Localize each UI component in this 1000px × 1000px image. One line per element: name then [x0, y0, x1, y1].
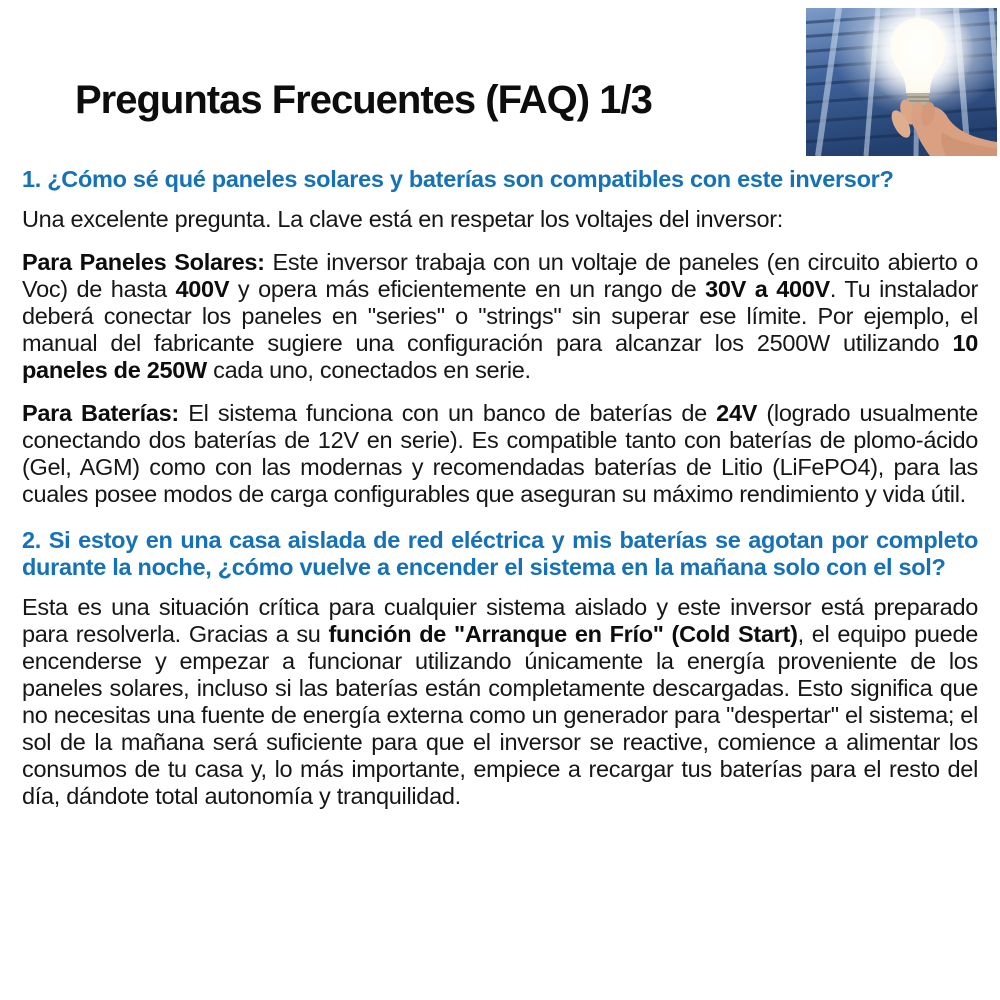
faq-question-2: 2. Si estoy en una casa aislada de red eléctrica y mis baterías se agotan por completo durante la noche, ¿cómo vuelve a encender el sistema en la mañana solo con el sol? — [22, 527, 978, 580]
solar-panel-photo — [806, 8, 997, 156]
faq-content — [22, 166, 978, 826]
hero-photo — [806, 8, 997, 156]
faq-question-1: 1. ¿Cómo sé qué paneles solares y baterías son compatibles con este inversor? — [22, 166, 894, 192]
faq-answer-1-intro: Una excelente pregunta. La clave está en respetar los voltajes del inversor: — [22, 206, 783, 232]
page-title: Preguntas Frecuentes (FAQ) 1/3 — [75, 77, 652, 122]
faq-answer-2: Esta es una situación crítica para cualquier sistema aislado y este inversor está preparado para resolverla. Gracias a su función de "Arranque en Frío" (Cold Start), el equipo puede encenderse y empezar a funcionar utilizando únicamente la energía proveniente de los paneles solares, incluso si las baterías están completamente descargadas. Esto significa que no necesitas una fuente de energía externa como un generador para "despertar" el sistema; el sol de la mañana será suficiente para que el inversor se reactive, comience a alimentar los consumos de tu casa y, lo más importante, empiece a recargar tus baterías para el resto del día, dándote total autonomía y tranquilidad. — [22, 594, 978, 809]
faq-answer-1-panels: Para Paneles Solares: Este inversor trabaja con un voltaje de paneles (en circuito abierto o Voc) de hasta 400V y opera más eficientemente en un rango de 30V a 400V. Tu instalador deberá conectar los paneles en "series" o "strings" sin superar ese límite. Por ejemplo, el manual del fabricante sugiere una configuración para alcanzar los 2500W utilizando 10 paneles de 250W cada uno, conectados en serie. — [22, 249, 979, 383]
faq-answer-1-batteries: Para Baterías: El sistema funciona con un banco de baterías de 24V (logrado usualmente conectando dos baterías de 12V en serie). Es compatible tanto con baterías de plomo-ácido (Gel, AGM) como con las modernas y recomendadas baterías de Litio (LiFePO4), para las cuales posee modos de carga configurables que aseguran su máximo rendimiento y vida útil. — [22, 400, 979, 507]
